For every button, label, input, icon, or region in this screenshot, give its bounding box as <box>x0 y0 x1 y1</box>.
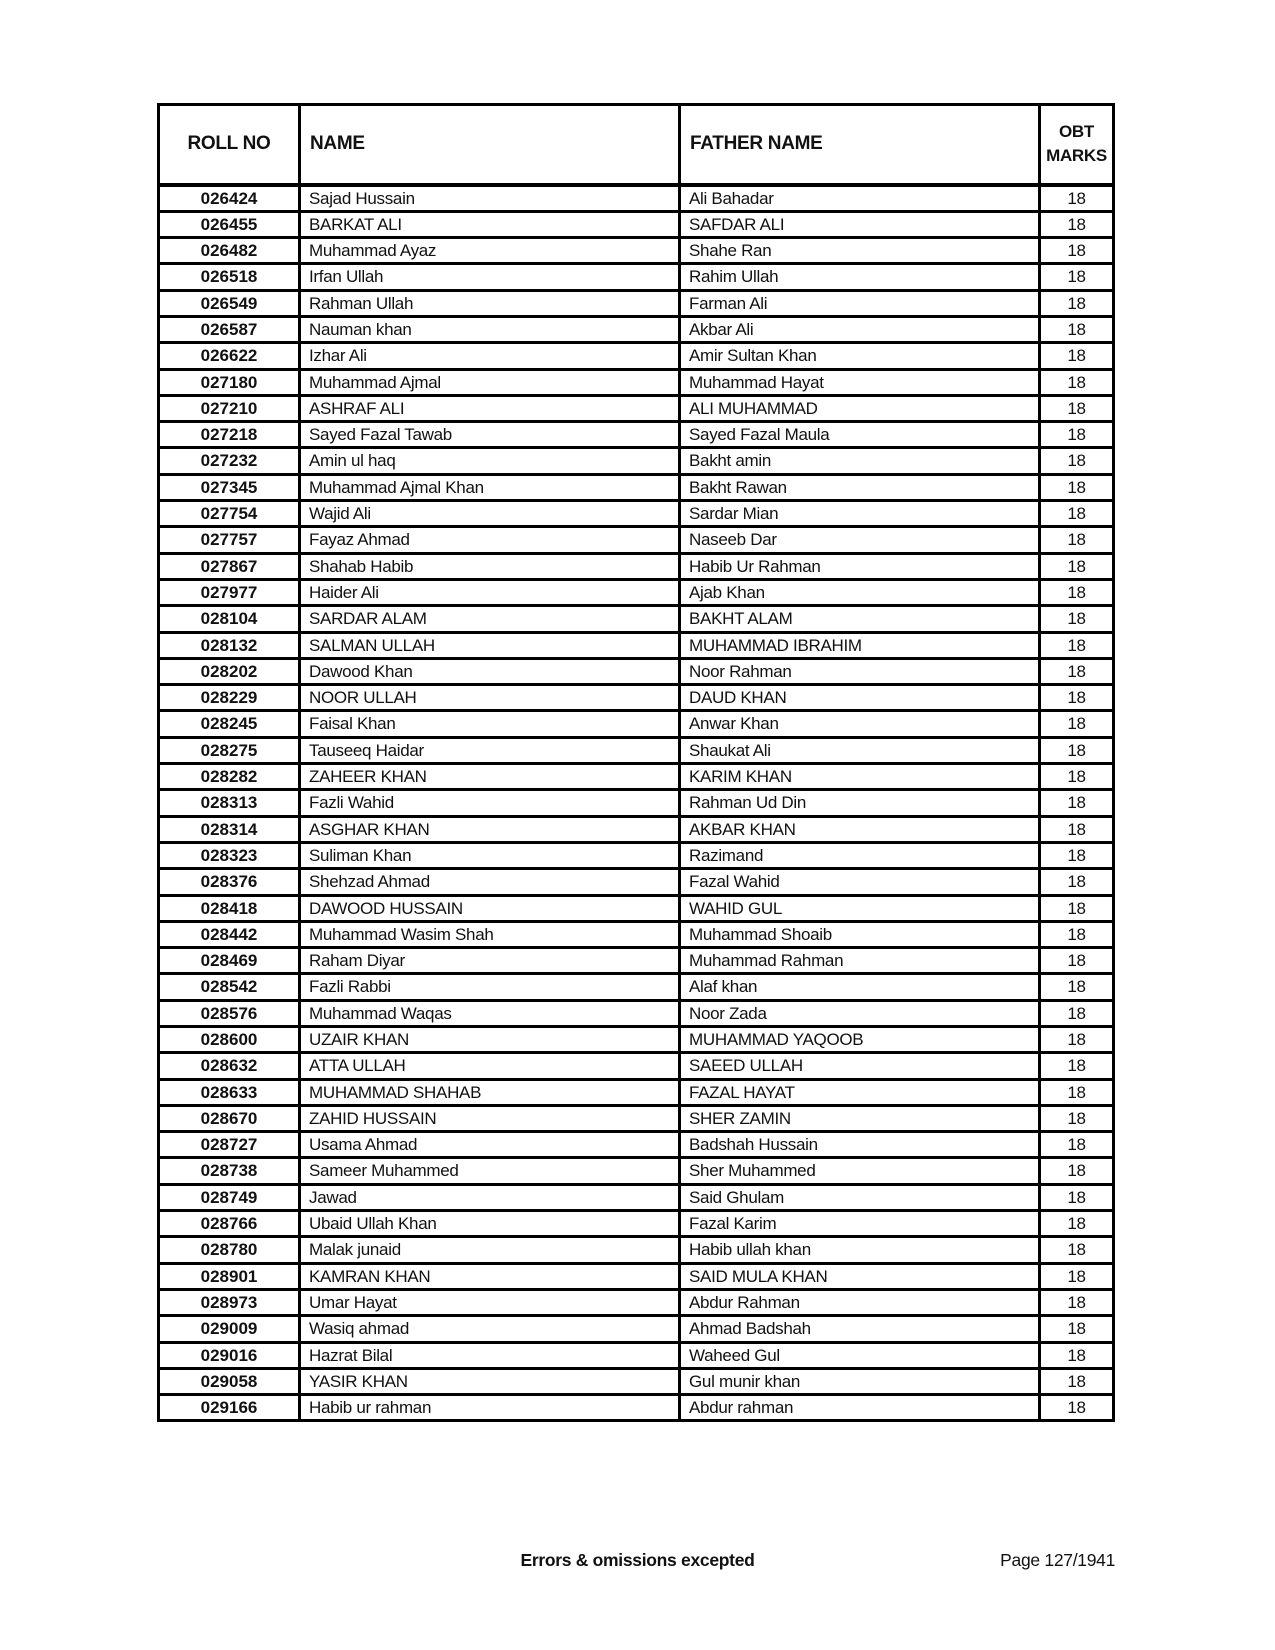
table-row <box>159 974 1114 1000</box>
roll-no-cell: 029166 <box>159 1395 300 1421</box>
roll-no-cell: 028245 <box>159 711 300 737</box>
roll-no-cell: 028670 <box>159 1105 300 1131</box>
roll-no-cell: 028313 <box>159 790 300 816</box>
father-name-cell: Naseeb Dar <box>680 527 1040 553</box>
father-name-cell: Abdur Rahman <box>680 1289 1040 1315</box>
table-row <box>159 343 1114 369</box>
table-row <box>159 895 1114 921</box>
table-row <box>159 501 1114 527</box>
roll-no-cell: 027180 <box>159 369 300 395</box>
table-row <box>159 1368 1114 1394</box>
roll-no-cell: 028576 <box>159 1000 300 1026</box>
name-cell: Hazrat Bilal <box>300 1342 680 1368</box>
father-name-cell: Ajab Khan <box>680 579 1040 605</box>
roll-no-cell: 028442 <box>159 921 300 947</box>
father-name-cell: Noor Rahman <box>680 658 1040 684</box>
name-cell: DAWOOD HUSSAIN <box>300 895 680 921</box>
name-cell: Irfan Ullah <box>300 264 680 290</box>
name-cell: Faisal Khan <box>300 711 680 737</box>
father-name-cell: Farman Ali <box>680 290 1040 316</box>
roll-no-cell: 027232 <box>159 448 300 474</box>
roll-no-cell: 028469 <box>159 948 300 974</box>
name-cell: Tauseeq Haidar <box>300 737 680 763</box>
table-row <box>159 185 1114 212</box>
father-name-cell: SAFDAR ALI <box>680 211 1040 237</box>
obt-marks-cell: 18 <box>1040 1000 1114 1026</box>
name-cell: Fayaz Ahmad <box>300 527 680 553</box>
table-row <box>159 606 1114 632</box>
obt-marks-cell: 18 <box>1040 553 1114 579</box>
father-name-cell: Shaukat Ali <box>680 737 1040 763</box>
obt-marks-cell: 18 <box>1040 579 1114 605</box>
roll-no-cell: 028738 <box>159 1158 300 1184</box>
roll-no-cell: 028633 <box>159 1079 300 1105</box>
roll-no-cell: 028600 <box>159 1027 300 1053</box>
roll-no-cell: 026587 <box>159 316 300 342</box>
roll-no-cell: 028275 <box>159 737 300 763</box>
table-row <box>159 1316 1114 1342</box>
roll-no-cell: 028314 <box>159 816 300 842</box>
father-name-cell: Badshah Hussain <box>680 1132 1040 1158</box>
name-cell: Izhar Ali <box>300 343 680 369</box>
roll-no-cell: 028632 <box>159 1053 300 1079</box>
father-name-cell: ALI MUHAMMAD <box>680 395 1040 421</box>
father-name-cell: Said Ghulam <box>680 1184 1040 1210</box>
roll-no-cell: 028780 <box>159 1237 300 1263</box>
obt-marks-cell: 18 <box>1040 1184 1114 1210</box>
name-cell: MUHAMMAD SHAHAB <box>300 1079 680 1105</box>
roll-no-cell: 028749 <box>159 1184 300 1210</box>
table-row <box>159 1158 1114 1184</box>
table-row <box>159 1211 1114 1237</box>
name-cell: SALMAN ULLAH <box>300 632 680 658</box>
obt-marks-cell: 18 <box>1040 448 1114 474</box>
roll-no-cell: 028418 <box>159 895 300 921</box>
father-name-cell: Muhammad Shoaib <box>680 921 1040 947</box>
table-row <box>159 422 1114 448</box>
name-cell: Wasiq ahmad <box>300 1316 680 1342</box>
name-cell: Sayed Fazal Tawab <box>300 422 680 448</box>
table-row <box>159 816 1114 842</box>
obt-marks-cell: 18 <box>1040 395 1114 421</box>
table-row <box>159 1237 1114 1263</box>
father-name-cell: Rahim Ullah <box>680 264 1040 290</box>
name-cell: Umar Hayat <box>300 1289 680 1315</box>
name-cell: Nauman khan <box>300 316 680 342</box>
obt-marks-cell: 18 <box>1040 1053 1114 1079</box>
name-cell: Muhammad Ajmal <box>300 369 680 395</box>
name-cell: Dawood Khan <box>300 658 680 684</box>
father-name-cell: Alaf khan <box>680 974 1040 1000</box>
table-row <box>159 1000 1114 1026</box>
obt-marks-cell: 18 <box>1040 842 1114 868</box>
obt-marks-cell: 18 <box>1040 685 1114 711</box>
table-row <box>159 948 1114 974</box>
table-row <box>159 1132 1114 1158</box>
name-cell: Amin ul haq <box>300 448 680 474</box>
roll-no-cell: 026518 <box>159 264 300 290</box>
father-name-cell: Habib Ur Rahman <box>680 553 1040 579</box>
roll-no-cell: 028542 <box>159 974 300 1000</box>
name-cell: ZAHEER KHAN <box>300 764 680 790</box>
table-row <box>159 264 1114 290</box>
roll-no-cell: 027757 <box>159 527 300 553</box>
table-row <box>159 842 1114 868</box>
obt-marks-cell: 18 <box>1040 1079 1114 1105</box>
table-row <box>159 1342 1114 1368</box>
father-name-cell: SAEED ULLAH <box>680 1053 1040 1079</box>
table-row <box>159 1184 1114 1210</box>
obt-marks-cell: 18 <box>1040 290 1114 316</box>
table-row <box>159 238 1114 264</box>
father-name-cell: MUHAMMAD IBRAHIM <box>680 632 1040 658</box>
father-name-cell: AKBAR KHAN <box>680 816 1040 842</box>
name-cell: ZAHID HUSSAIN <box>300 1105 680 1131</box>
name-cell: Shehzad Ahmad <box>300 869 680 895</box>
table-row <box>159 685 1114 711</box>
obt-marks-cell: 18 <box>1040 1368 1114 1394</box>
roll-no-cell: 028766 <box>159 1211 300 1237</box>
obt-marks-cell: 18 <box>1040 1342 1114 1368</box>
father-name-cell: Muhammad Rahman <box>680 948 1040 974</box>
obt-marks-cell: 18 <box>1040 790 1114 816</box>
father-name-cell: SHER ZAMIN <box>680 1105 1040 1131</box>
roll-no-cell: 029009 <box>159 1316 300 1342</box>
name-cell: Shahab Habib <box>300 553 680 579</box>
page-footer <box>0 1550 1275 1580</box>
table-row <box>159 790 1114 816</box>
father-name-cell: WAHID GUL <box>680 895 1040 921</box>
father-name-cell: Rahman Ud Din <box>680 790 1040 816</box>
name-cell: Muhammad Waqas <box>300 1000 680 1026</box>
roll-no-cell: 029058 <box>159 1368 300 1394</box>
obt-marks-cell: 18 <box>1040 1211 1114 1237</box>
father-name-cell: Anwar Khan <box>680 711 1040 737</box>
obt-marks-cell: 18 <box>1040 1289 1114 1315</box>
roll-no-cell: 029016 <box>159 1342 300 1368</box>
table-row <box>159 1079 1114 1105</box>
table-row <box>159 737 1114 763</box>
name-cell: SARDAR ALAM <box>300 606 680 632</box>
obt-marks-cell: 18 <box>1040 1263 1114 1289</box>
obt-marks-cell: 18 <box>1040 422 1114 448</box>
name-cell: Ubaid Ullah Khan <box>300 1211 680 1237</box>
obt-marks-cell: 18 <box>1040 527 1114 553</box>
name-cell: Sameer Muhammed <box>300 1158 680 1184</box>
table-row <box>159 1289 1114 1315</box>
roll-no-cell: 026482 <box>159 238 300 264</box>
roll-no-cell: 027210 <box>159 395 300 421</box>
roll-no-cell: 028901 <box>159 1263 300 1289</box>
name-cell: Malak junaid <box>300 1237 680 1263</box>
table-header-row <box>159 105 1114 185</box>
father-name-cell: Gul munir khan <box>680 1368 1040 1394</box>
table-row <box>159 579 1114 605</box>
father-name-cell: Muhammad Hayat <box>680 369 1040 395</box>
roll-no-cell: 028973 <box>159 1289 300 1315</box>
roll-no-cell: 027345 <box>159 474 300 500</box>
father-name-cell: Noor Zada <box>680 1000 1040 1026</box>
table-row <box>159 527 1114 553</box>
table-row <box>159 211 1114 237</box>
name-cell: Habib ur rahman <box>300 1395 680 1421</box>
roll-no-cell: 026549 <box>159 290 300 316</box>
roll-no-cell: 028229 <box>159 685 300 711</box>
roll-no-cell: 027977 <box>159 579 300 605</box>
father-name-cell: DAUD KHAN <box>680 685 1040 711</box>
obt-marks-cell: 18 <box>1040 211 1114 237</box>
table-row <box>159 764 1114 790</box>
name-cell: YASIR KHAN <box>300 1368 680 1394</box>
name-cell: Muhammad Wasim Shah <box>300 921 680 947</box>
roll-no-cell: 026424 <box>159 185 300 212</box>
father-name-cell: MUHAMMAD YAQOOB <box>680 1027 1040 1053</box>
father-name-cell: BAKHT ALAM <box>680 606 1040 632</box>
table-row <box>159 369 1114 395</box>
name-cell: Wajid Ali <box>300 501 680 527</box>
obt-marks-cell: 18 <box>1040 658 1114 684</box>
roll-no-cell: 028376 <box>159 869 300 895</box>
father-name-cell: Fazal Wahid <box>680 869 1040 895</box>
roll-no-cell: 026455 <box>159 211 300 237</box>
table-row <box>159 1395 1114 1421</box>
table-row <box>159 869 1114 895</box>
table-row <box>159 711 1114 737</box>
roll-no-cell: 027867 <box>159 553 300 579</box>
roll-no-cell: 028727 <box>159 1132 300 1158</box>
table-row <box>159 632 1114 658</box>
obt-marks-cell: 18 <box>1040 1027 1114 1053</box>
father-name-cell: Ahmad Badshah <box>680 1316 1040 1342</box>
obt-marks-cell: 18 <box>1040 1132 1114 1158</box>
obt-marks-cell: 18 <box>1040 264 1114 290</box>
name-cell: Fazli Wahid <box>300 790 680 816</box>
name-cell: UZAIR KHAN <box>300 1027 680 1053</box>
father-name-cell: Amir Sultan Khan <box>680 343 1040 369</box>
table-row <box>159 395 1114 421</box>
father-name-cell: Waheed Gul <box>680 1342 1040 1368</box>
father-name-cell: FAZAL HAYAT <box>680 1079 1040 1105</box>
roll-no-cell: 027754 <box>159 501 300 527</box>
obt-marks-cell: 18 <box>1040 711 1114 737</box>
obt-marks-cell: 18 <box>1040 974 1114 1000</box>
name-cell: Muhammad Ayaz <box>300 238 680 264</box>
obt-marks-cell: 18 <box>1040 185 1114 212</box>
obt-marks-cell: 18 <box>1040 343 1114 369</box>
obt-marks-cell: 18 <box>1040 238 1114 264</box>
obt-marks-cell: 18 <box>1040 921 1114 947</box>
father-name-cell: Akbar Ali <box>680 316 1040 342</box>
roll-no-cell: 028202 <box>159 658 300 684</box>
name-cell: Fazli Rabbi <box>300 974 680 1000</box>
table-row <box>159 1053 1114 1079</box>
page-number: Page 127/1941 <box>1000 1550 1115 1570</box>
father-name-cell: Habib ullah khan <box>680 1237 1040 1263</box>
name-cell: ATTA ULLAH <box>300 1053 680 1079</box>
father-name-cell: Shahe Ran <box>680 238 1040 264</box>
roll-no-cell: 026622 <box>159 343 300 369</box>
father-name-cell: SAID MULA KHAN <box>680 1263 1040 1289</box>
father-name-cell: Sayed Fazal Maula <box>680 422 1040 448</box>
obt-marks-cell: 18 <box>1040 474 1114 500</box>
father-name-cell: Bakht amin <box>680 448 1040 474</box>
table-row <box>159 658 1114 684</box>
table-row <box>159 448 1114 474</box>
roll-no-cell: 028323 <box>159 842 300 868</box>
name-cell: ASGHAR KHAN <box>300 816 680 842</box>
results-table <box>157 103 1115 1422</box>
table-row <box>159 474 1114 500</box>
name-cell: Raham Diyar <box>300 948 680 974</box>
table-row <box>159 1105 1114 1131</box>
header-father-name: FATHER NAME <box>680 105 1040 185</box>
errors-omissions-note: Errors & omissions excepted <box>520 1550 755 1570</box>
name-cell: Muhammad Ajmal Khan <box>300 474 680 500</box>
roll-no-cell: 028104 <box>159 606 300 632</box>
father-name-cell: Fazal Karim <box>680 1211 1040 1237</box>
father-name-cell: Sardar Mian <box>680 501 1040 527</box>
father-name-cell: Razimand <box>680 842 1040 868</box>
table-row <box>159 553 1114 579</box>
name-cell: ASHRAF ALI <box>300 395 680 421</box>
obt-marks-cell: 18 <box>1040 1237 1114 1263</box>
obt-marks-cell: 18 <box>1040 1105 1114 1131</box>
obt-marks-cell: 18 <box>1040 1395 1114 1421</box>
header-roll-no: ROLL NO <box>159 105 300 185</box>
table-row <box>159 921 1114 947</box>
obt-marks-cell: 18 <box>1040 869 1114 895</box>
obt-marks-cell: 18 <box>1040 606 1114 632</box>
obt-marks-cell: 18 <box>1040 737 1114 763</box>
obt-marks-cell: 18 <box>1040 1158 1114 1184</box>
table-row <box>159 316 1114 342</box>
obt-marks-cell: 18 <box>1040 632 1114 658</box>
name-cell: Usama Ahmad <box>300 1132 680 1158</box>
obt-marks-cell: 18 <box>1040 501 1114 527</box>
father-name-cell: KARIM KHAN <box>680 764 1040 790</box>
obt-marks-cell: 18 <box>1040 948 1114 974</box>
roll-no-cell: 028132 <box>159 632 300 658</box>
header-obt-marks: OBT MARKS <box>1040 105 1114 185</box>
table-row <box>159 290 1114 316</box>
father-name-cell: Abdur rahman <box>680 1395 1040 1421</box>
obt-marks-cell: 18 <box>1040 316 1114 342</box>
table-row <box>159 1263 1114 1289</box>
name-cell: Jawad <box>300 1184 680 1210</box>
obt-marks-cell: 18 <box>1040 895 1114 921</box>
obt-marks-cell: 18 <box>1040 764 1114 790</box>
obt-marks-cell: 18 <box>1040 816 1114 842</box>
name-cell: NOOR ULLAH <box>300 685 680 711</box>
roll-no-cell: 027218 <box>159 422 300 448</box>
header-name: NAME <box>300 105 680 185</box>
name-cell: Suliman Khan <box>300 842 680 868</box>
table-row <box>159 1027 1114 1053</box>
obt-marks-cell: 18 <box>1040 369 1114 395</box>
father-name-cell: Sher Muhammed <box>680 1158 1040 1184</box>
name-cell: Rahman Ullah <box>300 290 680 316</box>
father-name-cell: Bakht Rawan <box>680 474 1040 500</box>
obt-marks-cell: 18 <box>1040 1316 1114 1342</box>
name-cell: BARKAT ALI <box>300 211 680 237</box>
name-cell: KAMRAN KHAN <box>300 1263 680 1289</box>
father-name-cell: Ali Bahadar <box>680 185 1040 212</box>
roll-no-cell: 028282 <box>159 764 300 790</box>
name-cell: Sajad Hussain <box>300 185 680 212</box>
name-cell: Haider Ali <box>300 579 680 605</box>
